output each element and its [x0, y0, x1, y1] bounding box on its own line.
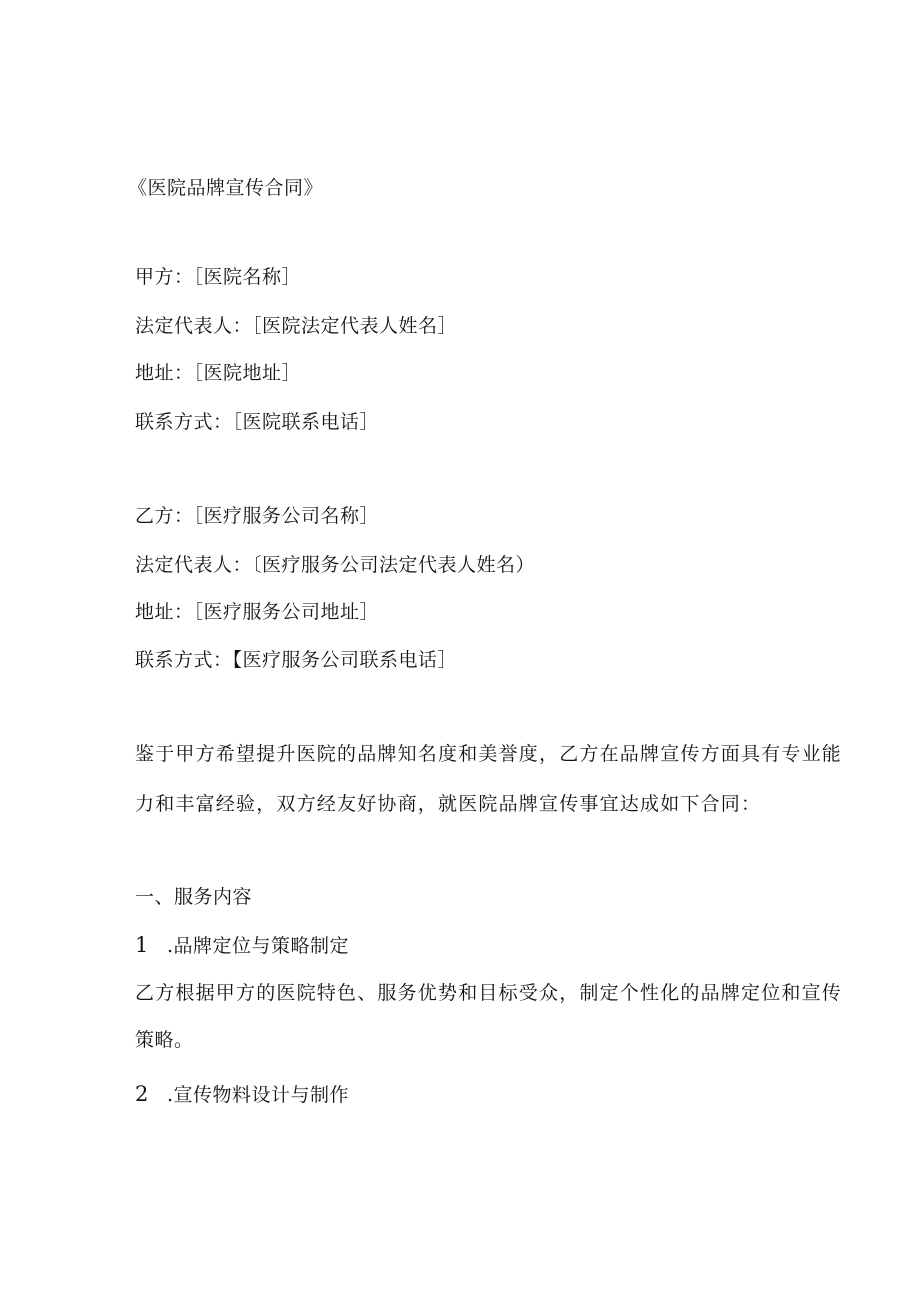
party-b-name: 乙方：［医疗服务公司名称］	[135, 505, 380, 527]
party-a-name: 甲方：［医院名称］	[135, 266, 302, 288]
party-b-contact: 联系方式：【医疗服务公司联系电话］	[135, 649, 458, 671]
service-item-1	[135, 933, 349, 958]
party-b-address: 地址：［医疗服务公司地址］	[135, 601, 380, 623]
party-a-address: 地址：［医院地址］	[135, 362, 302, 384]
service-item-1-description-line-2: 策略。	[135, 1029, 194, 1051]
intro-paragraph-line-2: 力和丰富经验，双方经友好协商，就医院品牌宣传事宜达成如下合同：	[135, 793, 762, 815]
service-item-1-description-line-1: 乙方根据甲方的医院特色、服务优势和目标受众，制定个性化的品牌定位和宣传	[135, 982, 843, 1004]
section-heading-service-content: 一、服务内容	[135, 886, 253, 908]
intro-paragraph-line-1: 鉴于甲方希望提升医院的品牌知名度和美誉度，乙方在品牌宣传方面具有专业能	[135, 743, 843, 765]
item-title: .品牌定位与策略制定	[167, 935, 350, 957]
service-item-2	[135, 1082, 349, 1107]
party-a-contact: 联系方式：［医院联系电话］	[135, 411, 380, 433]
party-b-representative: 法定代表人：〔医疗服务公司法定代表人姓名）	[135, 554, 536, 576]
item-title: .宣传物料设计与制作	[167, 1084, 350, 1106]
party-a-representative: 法定代表人：［医院法定代表人姓名］	[135, 315, 458, 337]
contract-title: 《医院品牌宣传合同》	[128, 177, 324, 199]
item-number: 1	[135, 933, 149, 957]
item-number: 2	[135, 1082, 149, 1106]
